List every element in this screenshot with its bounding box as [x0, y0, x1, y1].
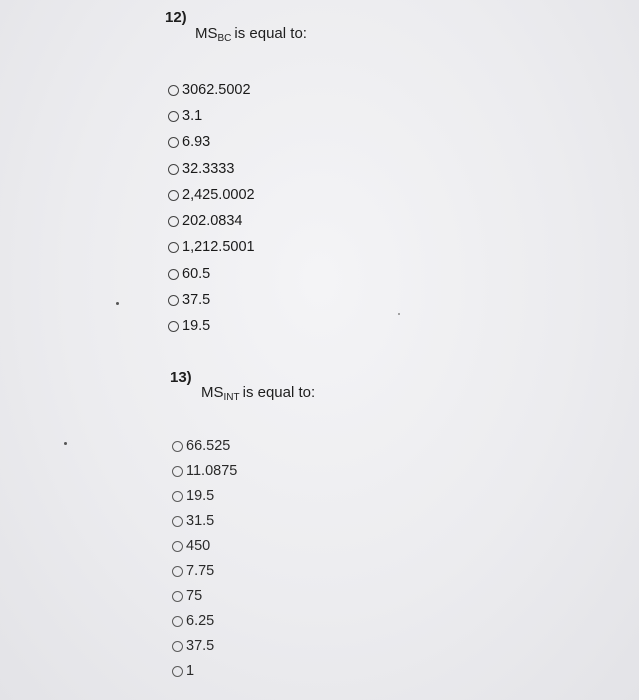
option-label: 75	[186, 588, 203, 604]
option-label: 37.5	[182, 292, 211, 308]
question-number: 13)	[170, 369, 192, 386]
answer-option[interactable]	[168, 106, 202, 126]
radio-button[interactable]	[168, 269, 179, 280]
question-title-subscript: INT	[223, 392, 240, 403]
question-title	[201, 384, 315, 403]
screen-speck	[116, 302, 119, 305]
option-label: 37.5	[186, 638, 215, 654]
radio-button[interactable]	[168, 85, 179, 96]
answer-option[interactable]	[168, 185, 255, 205]
option-label: 6.93	[182, 134, 211, 150]
option-label: 6.25	[186, 613, 215, 629]
question-title	[195, 25, 307, 44]
radio-button[interactable]	[172, 666, 183, 677]
option-label: 66.525	[186, 438, 231, 454]
radio-button[interactable]	[172, 566, 183, 577]
answer-option[interactable]	[172, 436, 230, 456]
radio-button[interactable]	[172, 441, 183, 452]
option-label: 3.1	[182, 108, 203, 124]
screen-speck	[398, 313, 400, 315]
radio-button[interactable]	[172, 516, 183, 527]
option-label: 7.75	[186, 563, 215, 579]
option-label: 19.5	[182, 318, 211, 334]
radio-button[interactable]	[172, 641, 183, 652]
option-label: 450	[186, 538, 211, 554]
answer-option[interactable]	[172, 661, 194, 681]
option-label: 1,212.5001	[182, 239, 255, 255]
answer-option[interactable]	[172, 511, 214, 531]
answer-option[interactable]	[172, 636, 214, 656]
answer-option[interactable]	[168, 132, 210, 152]
option-label: 2,425.0002	[182, 187, 255, 203]
question-title-subscript: BC	[217, 33, 232, 44]
answer-option[interactable]	[172, 461, 237, 481]
question-title-suffix: is equal to:	[242, 384, 316, 401]
option-label: 11.0875	[186, 463, 238, 479]
radio-button[interactable]	[172, 491, 183, 502]
answer-option[interactable]	[168, 264, 210, 284]
radio-button[interactable]	[168, 190, 179, 201]
answer-option[interactable]	[172, 561, 214, 581]
radio-button[interactable]	[168, 137, 179, 148]
option-label: 31.5	[186, 513, 215, 529]
radio-button[interactable]	[168, 295, 179, 306]
answer-option[interactable]	[168, 290, 210, 310]
option-label: 1	[186, 663, 195, 679]
option-label: 19.5	[186, 488, 215, 504]
option-label: 3062.5002	[182, 82, 251, 98]
option-label: 202.0834	[182, 213, 243, 229]
answer-option[interactable]	[172, 586, 202, 606]
option-label: 60.5	[182, 266, 211, 282]
radio-button[interactable]	[172, 541, 183, 552]
answer-option[interactable]	[172, 536, 210, 556]
radio-button[interactable]	[168, 164, 179, 175]
question-number: 12)	[165, 9, 187, 26]
answer-option[interactable]	[168, 237, 255, 257]
answer-option[interactable]	[172, 611, 214, 631]
answer-option[interactable]	[168, 211, 242, 231]
radio-button[interactable]	[168, 111, 179, 122]
radio-button[interactable]	[172, 591, 183, 602]
answer-option[interactable]	[172, 486, 214, 506]
question-title-prefix: MS	[201, 384, 224, 401]
answer-option[interactable]	[168, 316, 210, 336]
radio-button[interactable]	[168, 242, 179, 253]
answer-option[interactable]	[168, 80, 251, 100]
screen-speck	[64, 442, 67, 445]
radio-button[interactable]	[168, 321, 179, 332]
question-title-prefix: MS	[195, 25, 218, 42]
option-label: 32.3333	[182, 161, 235, 177]
radio-button[interactable]	[168, 216, 179, 227]
question-title-suffix: is equal to:	[234, 25, 307, 42]
answer-option[interactable]	[168, 159, 234, 179]
radio-button[interactable]	[172, 466, 183, 477]
radio-button[interactable]	[172, 616, 183, 627]
